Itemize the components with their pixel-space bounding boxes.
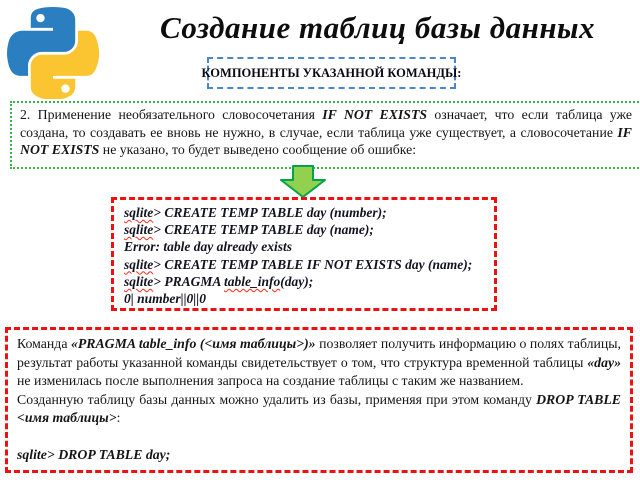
- python-logo-icon: [6, 7, 100, 99]
- if-not-exists-explanation-box: [10, 101, 640, 169]
- code-line: sqlite> CREATE TEMP TABLE day (name);: [124, 222, 374, 238]
- code-line: 0| number||0||0: [124, 291, 207, 307]
- components-badge-label: КОМПОНЕНТЫ УКАЗАННОЙ КОМАНДЫ:: [201, 65, 462, 80]
- down-arrow-icon: [280, 165, 326, 198]
- code-line: sqlite> PRAGMA table_info(day);: [124, 273, 314, 289]
- code-line: Error: table day already exists: [124, 239, 292, 255]
- pragma-summary-box: [5, 327, 633, 473]
- summary-paragraph: Созданную таблицу базы данных можно удалить из базы, применяя при этом команду DROP TABLE <имя таблицы>:: [17, 391, 621, 426]
- components-badge: [201, 57, 462, 89]
- sql-code-box: [111, 197, 497, 311]
- page-title: Создание таблиц базы данных: [159, 10, 596, 45]
- code-line: sqlite> CREATE TEMP TABLE day (number);: [124, 205, 387, 220]
- explanation-text: 2. Применение необязательного словосочетания IF NOT EXISTS означает, что если таблица уже создана, то создавать ее вновь не нужно, в случае, если таблица уже существует, а словосочетание IF NOT EXISTS не указано, то будет выведено сообщение об ошибке:: [20, 107, 633, 158]
- drop-table-code-line: sqlite> DROP TABLE day;: [17, 446, 171, 462]
- summary-paragraph: Команда «PRAGMA table_info (<имя таблицы>)» позволяет получить информацию о полях таблицы, результат работы указанной команды свидетельствует о том, что структура временной таблицы «day» не изменилась после выполнения запроса на создание таблицы с таким же названием.: [17, 336, 622, 389]
- code-line: sqlite> CREATE TEMP TABLE IF NOT EXISTS day (name);: [124, 256, 473, 272]
